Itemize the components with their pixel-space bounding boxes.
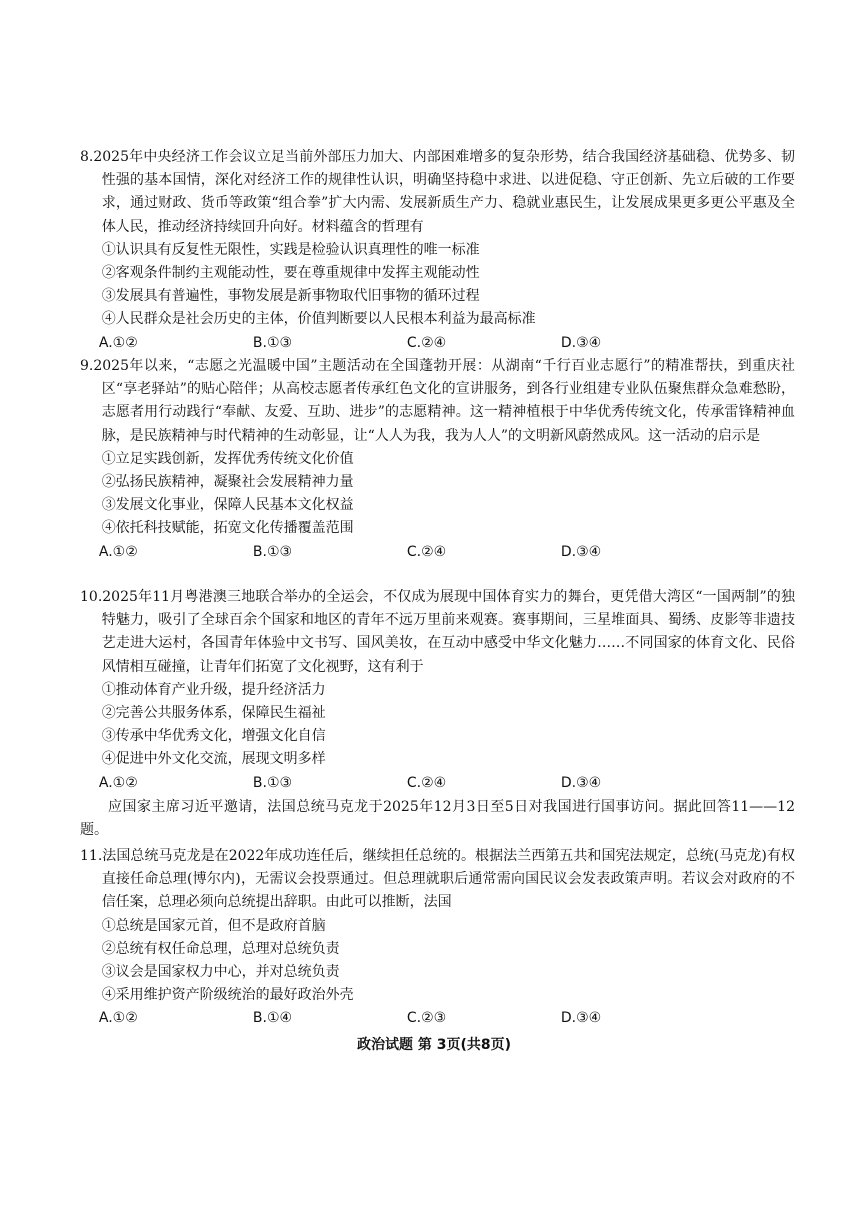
question-10-option-3: ③传承中华优秀文化，增强文化自信 (101, 728, 326, 745)
choice-c: C.②④ (406, 334, 447, 351)
question-9-stem: 9.2025年以来，“志愿之光温暖中国”主题活动在全国蓬勃开展：从湖南“千行百业志愿行”的精准帮扶，到重庆社区“享老驿站”的贴心陪伴；从高校志愿者传承红色文化的宣讲服务，到各行业组建专业队伍聚焦群众急难愁盼，志愿者用行动践行“奉献、友爱、互助、进步”的志愿精神。这一精神植根于中华优秀传统文化，传承雷锋精神血脉，是民族精神与时代精神的生动彰显，让“人人为我，我为人人”的文明新风蔚然成风。这一活动的启示是 (80, 358, 795, 444)
choice-a: A.①② (98, 543, 138, 560)
choice-c: C.②④ (406, 543, 447, 560)
question-8-option-1: ①认识具有反复性无限性，实践是检验认识真理性的唯一标准 (101, 241, 480, 258)
question-10-option-1: ①推动体育产业升级，提升经济活力 (101, 681, 326, 698)
question-8-option-3: ③发展具有普遍性，事物发展是新事物取代旧事物的循环过程 (101, 288, 480, 305)
question-11-choices (80, 1007, 795, 1030)
choice-b: B.①③ (252, 334, 293, 351)
question-11-option-3: ③议会是国家权力中心，并对总统负责 (101, 964, 340, 981)
question-11 (80, 845, 795, 1031)
choice-d: D.③④ (560, 543, 602, 560)
question-8-stem: 8.2025年中央经济工作会议立足当前外部压力加大、内部困难增多的复杂形势，结合我国经济基础稳、优势多、韧性强的基本国情，深化对经济工作的规律性认识，明确坚持稳中求进、以进促稳、守正创新、先立后破的工作要求，通过财政、货币等政策“组合拳”扩大内需、发展新质生产力、稳就业惠民生，让发展成果更多更公平惠及全体人民，推动经济持续回升向好。材料蕴含的哲理有 (80, 149, 795, 235)
choice-d: D.③④ (560, 774, 602, 791)
question-9-option-4: ④依托科技赋能，拓宽文化传播覆盖范围 (101, 520, 354, 537)
material-intro-text: 应国家主席习近平邀请，法国总统马克龙于2025年12月3日至5日对我国进行国事访问。据此回答11——12题。 (80, 799, 795, 839)
question-9-option-1: ①立足实践创新，发挥优秀传统文化价值 (101, 450, 354, 467)
question-8-choices (80, 332, 795, 355)
choice-a: A.①② (98, 334, 138, 351)
page-footer: 政治试题 第 3页(共8页) (356, 1037, 512, 1053)
question-10 (80, 586, 795, 795)
question-11-option-1: ①总统是国家元首，但不是政府首脑 (101, 917, 326, 934)
choice-d: D.③④ (560, 334, 602, 351)
choice-a: A.①② (98, 1010, 138, 1027)
question-11-option-4: ④采用维护资产阶级统治的最好政治外壳 (101, 987, 354, 1004)
question-10-stem: 10.2025年11月粤港澳三地联合举办的全运会，不仅成为展现中国体育实力的舞台，更凭借大湾区“一国两制”的独特魅力，吸引了全球百余个国家和地区的青年不远万里前来观赛。赛事期间，三星堆面具、蜀绣、皮影等非遗技艺走进大运村，各国青年体验中文书写、国风美妆，在互动中感受中华文化魅力……不同国家的体育文化、民俗风情相互碰撞，让青年们拓宽了文化视野，这有利于 (80, 589, 795, 675)
question-10-option-4: ④促进中外文化交流，展现文明多样 (101, 751, 326, 768)
choice-b: B.①③ (252, 543, 293, 560)
question-11-option-2: ②总统有权任命总理，总理对总统负责 (101, 940, 340, 957)
question-9-option-2: ②弘扬民族精神，凝聚社会发展精神力量 (101, 474, 354, 491)
question-8 (80, 146, 795, 355)
material-intro (80, 796, 795, 842)
question-8-option-4: ④人民群众是社会历史的主体，价值判断要以人民根本利益为最高标准 (101, 311, 536, 328)
choice-b: B.①④ (252, 1010, 293, 1027)
question-9 (80, 355, 795, 564)
question-9-choices (80, 541, 795, 564)
choice-c: C.②④ (406, 774, 447, 791)
question-11-stem: 11.法国总统马克龙是在2022年成功连任后，继续担任总统的。根据法兰西第五共和国宪法规定，总统(马克龙)有权直接任命总理(博尔内)，无需议会投票通过。但总理就职后通常需向国民议会发表政策声明。若议会对政府的不信任案，总理必须向总统提出辞职。由此可以推断，法国 (80, 848, 795, 911)
question-9-option-3: ③发展文化事业，保障人民基本文化权益 (101, 497, 354, 514)
choice-a: A.①② (98, 774, 138, 791)
question-10-option-2: ②完善公共服务体系，保障民生福祉 (101, 705, 326, 722)
choice-d: D.③④ (560, 1010, 602, 1027)
question-10-choices (80, 772, 795, 795)
choice-b: B.①③ (252, 774, 293, 791)
question-8-option-2: ②客观条件制约主观能动性，要在尊重规律中发挥主观能动性 (101, 265, 480, 282)
choice-c: C.②③ (406, 1010, 447, 1027)
